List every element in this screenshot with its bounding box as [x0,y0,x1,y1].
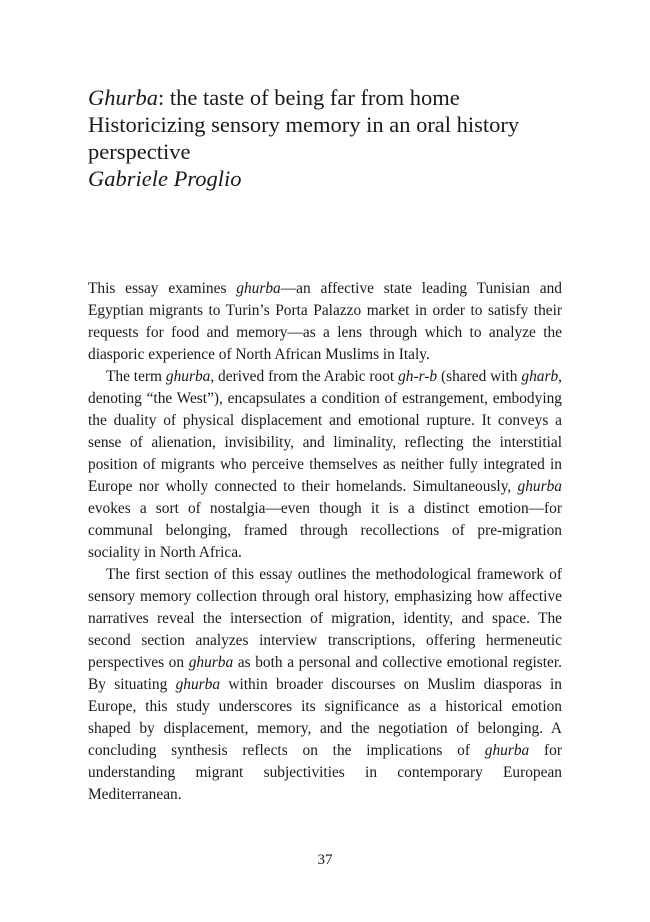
abstract-paragraph-3: The first section of this essay outlines the methodological framework of sensory memory collection through oral history, emphasizing how affective narratives reveal the intersection of migration, identity, and space. The second section analyzes interview transcriptions, offering hermeneutic perspectives on ghurba as both a personal and collective emotional register. By situating ghurba within broader discourses on Muslim diasporas in Europe, this study underscores its significance as a historical emotion shaped by displacement, memory, and the negotiation of belonging. A concluding synthesis reflects on the implications of ghurba for understanding migrant subjectivities in contemporary European Mediterranean. [88,566,563,803]
abstract-paragraph-1: This essay examines ghurba—an affective state leading Tunisian and Egyptian migrants to Turin’s Porta Palazzo market in order to satisfy their requests for food and memory—as a lens through which to analyze the diasporic experience of North African Muslims in Italy. [88,280,562,363]
chapter-author: Gabriele Proglio [88,166,242,191]
italic-term: ghurba [484,742,530,759]
abstract-paragraph-2: The term ghurba, derived from the Arabic root gh-r-b (shared with gharb, denoting “the West”), encapsulates a condition of estrangement, embodying the duality of physical displacement and emotional rupture. It conveys a sense of alienation, invisibility, and liminality, reflecting the interstitial position of migrants who perceive themselves as neither fully integrated in Europe nor wholly connected to their homelands. Simultaneously, ghurba evokes a sort of nostalgia—even though it is a distinct emotion—for communal belonging, framed through recollections of pre-migration sociality in North Africa. [88,368,563,561]
chapter-title-rest: : the taste of being far from home [158,85,460,110]
chapter-title-term: Ghurba [88,85,159,110]
chapter-subtitle: Historicizing sensory memory in an oral history perspective [88,112,520,164]
chapter-heading [88,84,568,192]
italic-term: gh-r-b [398,368,438,385]
chapter-title [88,84,568,111]
italic-term: ghurba [517,478,562,495]
italic-term: ghurba [165,368,211,385]
italic-term: ghurba [175,676,221,693]
italic-term: ghurba [236,280,281,297]
page-number: 37 [317,852,333,868]
italic-term: gharb [521,368,559,385]
italic-term: ghurba [188,654,234,671]
abstract-body [88,278,562,806]
